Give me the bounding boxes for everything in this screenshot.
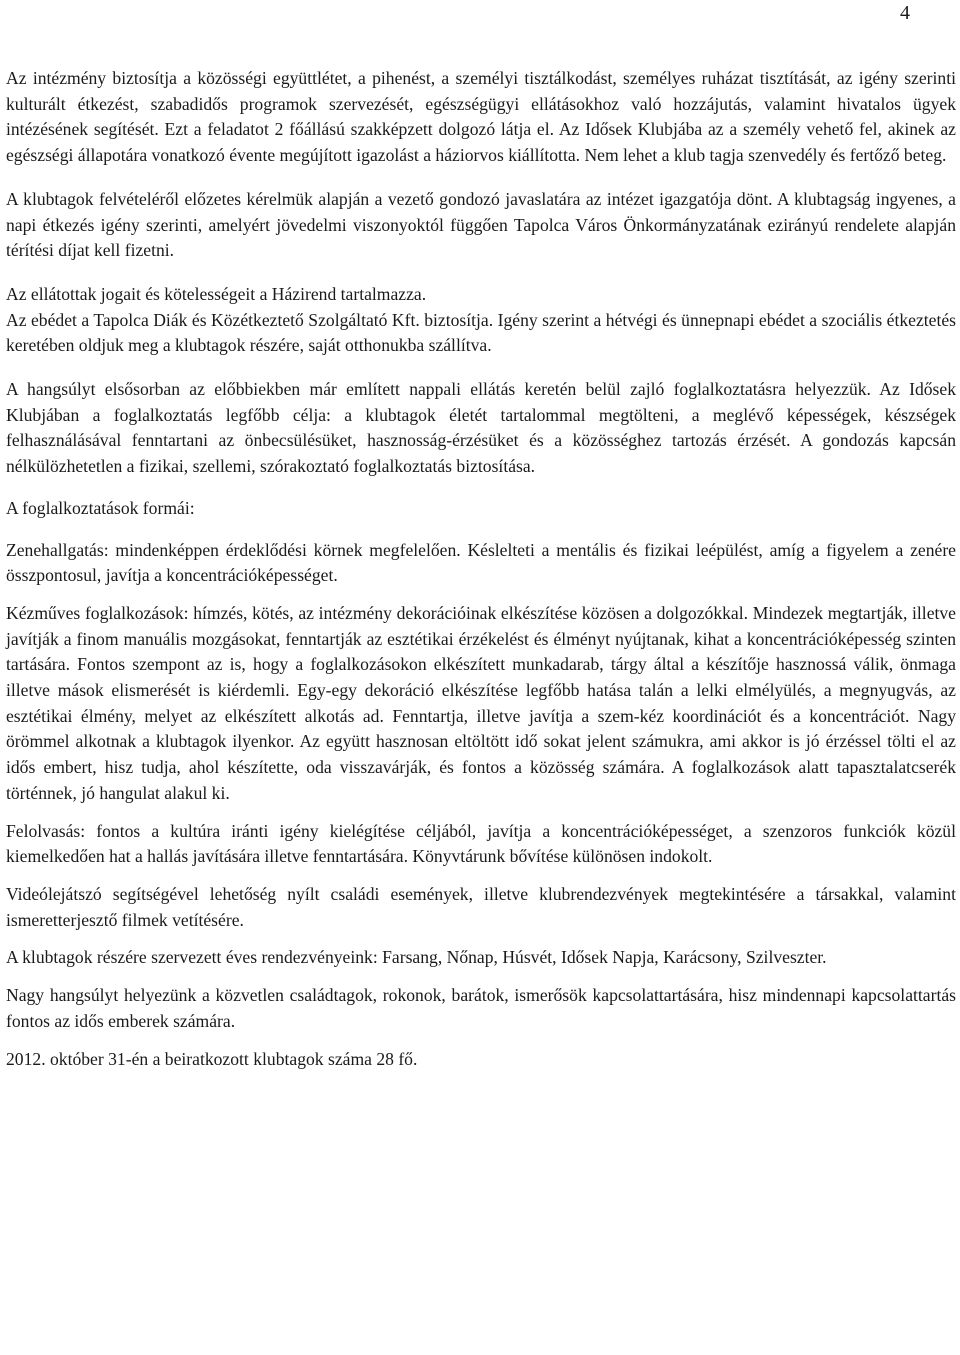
paragraph-member-count: 2012. október 31-én a beiratkozott klubtagok száma 28 fő. [6,1048,418,1069]
paragraph-music: Zenehallgatás: mindenképpen érdeklődési körnek megfelelően. Késlelteti a mentális és fizikai leépülést, amíg a figyelem a zenére összpontosul, javítja a koncentrációképességet. [6,539,956,586]
paragraph-occupation: A hangsúlyt elsősorban az előbbiekben már említett nappali ellátás keretén belül zajló foglalkoztatásra helyezzük. Az Idősek Klubjában a foglalkoztatás legfőbb célja: a klubtagok életét tartalommal megtölteni, a meglévő képességek, készségek felhasználásával fenntartani az önbecsülésüket, hasznosság-érzésüket és a közösséghez tartozás érzését. A gondozás kapcsán nélkülözhetetlen a fizikai, szellemi, szórakoztató foglalkoztatás biztosítása. [6,379,956,477]
paragraph-admission: A klubtagok felvételéről előzetes kérelmük alapján a vezető gondozó javaslatára az intézet igazgatója dönt. A klubtagság ingyenes, a napi étkezés igény szerinti, amelyért jövedelmi viszonyoktól függően Tapolca Város Önkormányzatának ezirányú rendelete alapján térítési díjat kell fizetni. [6,188,956,261]
paragraph-family: Nagy hangsúlyt helyezünk a közvetlen családtagok, rokonok, barátok, ismerősök kapcsolattartására, hisz mindennapi kapcsolattartás fontos az idős emberek számára. [6,985,956,1031]
page-number: 4 [900,2,910,24]
paragraph-video: Videólejátszó segítségével lehetőség nyílt családi események, illetve klubrendezvények megtekintésére a társakkal, valamint ismeretterjesztő filmek vetítésére. [6,883,956,930]
document-body [6,66,956,1072]
paragraph-services: Az intézmény biztosítja a közösségi együttlétet, a pihenést, a személyi tisztálkodást, személyes ruházat tisztítását, az igény szerinti kulturált étkezést, szabadidős programok szervezését, egészségügyi ellátásokhoz való hozzájutás, valamint hivatalos ügyek intézésének segítését. Ezt a feladatot 2 főállású szakképzett dolgozó látja el. Az Idősek Klubjába az a személy vehető fel, akinek az egészségi állapotára vonatkozó évente megújított igazolást a háziorvos kiállította. Nem lehet a klub tagja szenvedély és fertőző beteg. [6,68,956,166]
paragraph-reading: Felolvasás: fontos a kultúra iránti igény kielégítése céljából, javítja a koncentrációképességet, a szenzoros funkciók közül kiemelkedően hat a hallás javítására illetve fenntartására. Könyvtárunk bővítése különösen indokolt. [6,820,956,867]
paragraph-forms-heading: A foglalkoztatások formái: [6,497,195,518]
paragraph-crafts: Kézműves foglalkozások: hímzés, kötés, az intézmény dekorációinak elkészítése közösen a dolgozókkal. Mindezek megtartják, illetve javítják a finom manuális mozgásokat, fenntartják az esztétikai érzékelést és élményt nyújtanak, kihat a koncentrációképesség szinten tartására. Fontos szempont az is, hogy a foglalkozásokon elkészített munkadarab, tárgy által a készítője hasznossá válik, önmaga illetve mások elismerését is kiérdemli. Egy-egy dekoráció elkészítése legfőbb hatása talán a lelki elmélyülés, a megnyugvás, az esztétikai élmény, melyet az elkészített alkotás ad. Fenntartja, illetve javítja a szem-kéz koordinációt és a koncentrációt. Nagy örömmel alkotnak a klubtagok ilyenkor. Az együtt hasznosan eltöltött idő sokat jelent számukra, ami akkor is jó érzéssel tölti el az idős embert, hisz tudja, ahol készítette, oda visszavárják, és fontos a közösség számára. A foglalkozások alatt tapasztalatcserék történnek, jó hangulat alakul ki. [6,602,956,803]
paragraph-events: A klubtagok részére szervezett éves rendezvényeink: Farsang, Nőnap, Húsvét, Idősek Napja, Karácsony, Szilveszter. [6,947,827,968]
paragraph-rights: Az ellátottak jogait és kötelességeit a Házirend tartalmazza. [6,283,427,304]
paragraph-lunch: Az ebédet a Tapolca Diák és Közétkeztető Szolgáltató Kft. biztosítja. Igény szerint a hétvégi és ünnepnapi ebédet a szociális étkeztetés keretében oldjuk meg a klubtagok részére, saját otthonukba szállítva. [6,309,956,356]
